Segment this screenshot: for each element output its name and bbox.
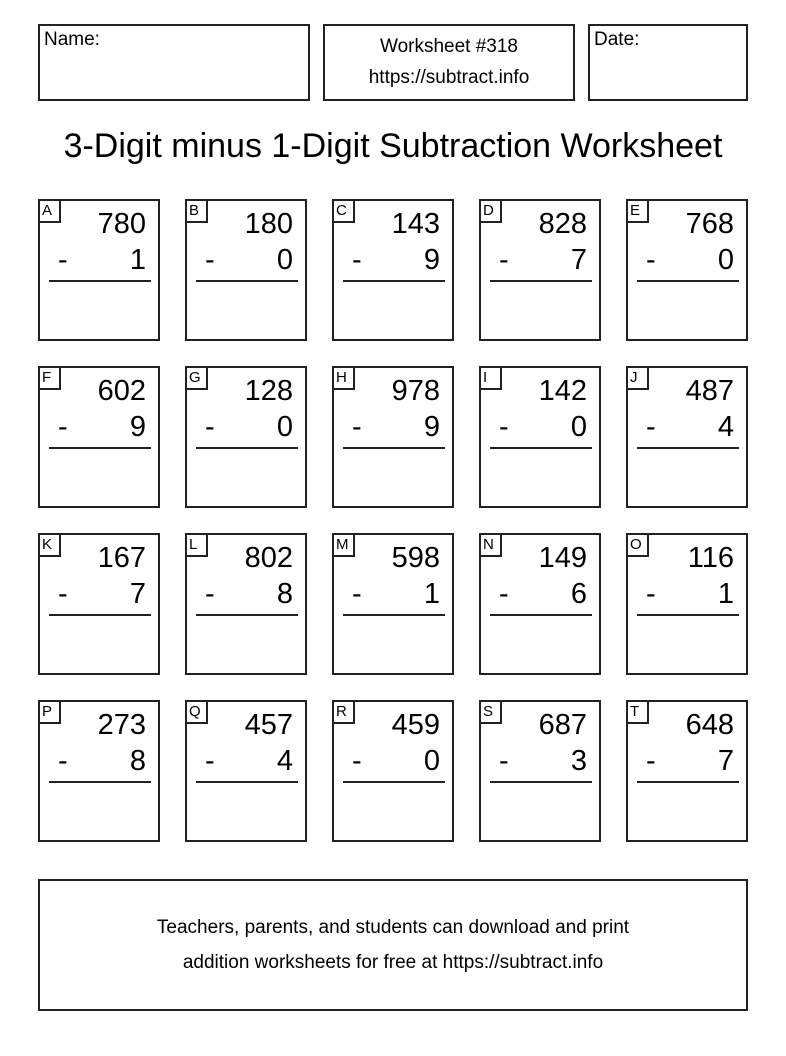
problem-card	[38, 366, 160, 508]
problem-card	[332, 700, 454, 842]
answer-area[interactable]	[490, 287, 592, 335]
answer-rule	[637, 280, 739, 282]
date-field[interactable]	[588, 24, 748, 101]
subtrahend: 0	[276, 244, 293, 276]
problem-card	[185, 366, 307, 508]
answer-rule	[196, 781, 298, 783]
subtrahend: 0	[276, 411, 293, 443]
problem-card	[332, 366, 454, 508]
answer-area[interactable]	[637, 287, 739, 335]
answer-rule	[343, 614, 445, 616]
subtrahend: 0	[717, 244, 734, 276]
problem-letter: Q	[187, 702, 208, 724]
answer-area[interactable]	[196, 454, 298, 502]
minuend: 459	[391, 709, 440, 741]
minuend: 780	[97, 208, 146, 240]
minus-sign: -	[352, 244, 362, 276]
answer-area[interactable]	[49, 287, 151, 335]
subtrahend: 4	[717, 411, 734, 443]
minus-sign: -	[499, 411, 509, 443]
minus-sign: -	[352, 411, 362, 443]
problem-letter: P	[40, 702, 61, 724]
answer-rule	[490, 781, 592, 783]
subtrahend: 7	[570, 244, 587, 276]
footer-line-1: Teachers, parents, and students can download and print	[156, 917, 630, 938]
minus-sign: -	[499, 745, 509, 777]
answer-rule	[49, 781, 151, 783]
problem-card	[626, 366, 748, 508]
problem-letter: A	[40, 201, 61, 223]
problem-letter: F	[40, 368, 61, 390]
answer-rule	[637, 614, 739, 616]
minus-sign: -	[58, 244, 68, 276]
problem-letter: E	[628, 201, 649, 223]
minus-sign: -	[499, 578, 509, 610]
problem-card	[479, 700, 601, 842]
problem-card	[479, 533, 601, 675]
problem-card	[332, 199, 454, 341]
problem-card	[626, 533, 748, 675]
answer-rule	[196, 447, 298, 449]
subtrahend: 0	[423, 745, 440, 777]
minus-sign: -	[352, 578, 362, 610]
worksheet-info-box	[323, 24, 575, 101]
problem-letter: N	[481, 535, 502, 557]
footer-box	[38, 879, 748, 1011]
subtrahend: 1	[129, 244, 146, 276]
answer-rule	[490, 447, 592, 449]
problem-card	[332, 533, 454, 675]
answer-area[interactable]	[490, 621, 592, 669]
minuend: 602	[97, 375, 146, 407]
problem-letter: O	[628, 535, 649, 557]
problem-card	[479, 366, 601, 508]
minus-sign: -	[58, 411, 68, 443]
problem-letter: T	[628, 702, 649, 724]
minuend: 828	[538, 208, 587, 240]
problem-card	[185, 533, 307, 675]
problem-card	[38, 700, 160, 842]
minus-sign: -	[646, 578, 656, 610]
minus-sign: -	[499, 244, 509, 276]
minus-sign: -	[205, 244, 215, 276]
answer-area[interactable]	[490, 788, 592, 836]
subtrahend: 4	[276, 745, 293, 777]
subtrahend: 1	[423, 578, 440, 610]
problem-letter: H	[334, 368, 355, 390]
minuend: 142	[538, 375, 587, 407]
subtrahend: 9	[423, 411, 440, 443]
problem-letter: D	[481, 201, 502, 223]
subtrahend: 8	[129, 745, 146, 777]
answer-rule	[343, 781, 445, 783]
answer-area[interactable]	[637, 454, 739, 502]
footer-line-2: addition worksheets for free at https://subtract.info	[182, 952, 604, 973]
minus-sign: -	[205, 745, 215, 777]
problem-card	[185, 199, 307, 341]
answer-area[interactable]	[343, 454, 445, 502]
minuend: 273	[97, 709, 146, 741]
worksheet-url: https://subtract.info	[368, 67, 530, 88]
minus-sign: -	[205, 578, 215, 610]
answer-rule	[490, 614, 592, 616]
problem-letter: G	[187, 368, 208, 390]
answer-rule	[196, 280, 298, 282]
minuend: 180	[244, 208, 293, 240]
answer-rule	[196, 614, 298, 616]
answer-rule	[49, 614, 151, 616]
subtrahend: 7	[717, 745, 734, 777]
minus-sign: -	[646, 411, 656, 443]
subtrahend: 9	[423, 244, 440, 276]
answer-rule	[637, 781, 739, 783]
answer-area[interactable]	[49, 788, 151, 836]
problem-letter: R	[334, 702, 355, 724]
minuend: 143	[391, 208, 440, 240]
problem-letter: J	[628, 368, 649, 390]
minus-sign: -	[352, 745, 362, 777]
minus-sign: -	[646, 244, 656, 276]
answer-area[interactable]	[637, 788, 739, 836]
answer-area[interactable]	[49, 454, 151, 502]
minus-sign: -	[58, 578, 68, 610]
answer-area[interactable]	[343, 287, 445, 335]
problem-letter: K	[40, 535, 61, 557]
problem-card	[479, 199, 601, 341]
subtrahend: 8	[276, 578, 293, 610]
name-field[interactable]	[38, 24, 310, 101]
minus-sign: -	[646, 745, 656, 777]
problem-card	[626, 700, 748, 842]
minuend: 167	[97, 542, 146, 574]
problem-letter: M	[334, 535, 355, 557]
minuend: 149	[538, 542, 587, 574]
problem-letter: B	[187, 201, 208, 223]
subtrahend: 0	[570, 411, 587, 443]
answer-rule	[637, 447, 739, 449]
minuend: 687	[538, 709, 587, 741]
minuend: 116	[687, 542, 734, 574]
minuend: 768	[685, 208, 734, 240]
minuend: 648	[685, 709, 734, 741]
answer-area[interactable]	[490, 454, 592, 502]
minus-sign: -	[205, 411, 215, 443]
subtrahend: 7	[129, 578, 146, 610]
answer-rule	[490, 280, 592, 282]
worksheet-number: Worksheet #318	[379, 36, 518, 57]
problem-card	[38, 199, 160, 341]
answer-area[interactable]	[196, 287, 298, 335]
minuend: 457	[244, 709, 293, 741]
problem-card	[185, 700, 307, 842]
minuend: 802	[244, 542, 293, 574]
problem-card	[626, 199, 748, 341]
answer-area[interactable]	[196, 621, 298, 669]
minuend: 487	[685, 375, 734, 407]
answer-rule	[343, 447, 445, 449]
answer-area[interactable]	[637, 621, 739, 669]
minuend: 128	[244, 375, 293, 407]
subtrahend: 3	[570, 745, 587, 777]
subtrahend: 6	[570, 578, 587, 610]
answer-area[interactable]	[343, 788, 445, 836]
page-title: 3-Digit minus 1-Digit Subtraction Worksheet	[63, 127, 723, 165]
minuend: 978	[391, 375, 440, 407]
subtrahend: 1	[717, 578, 734, 610]
answer-area[interactable]	[196, 788, 298, 836]
problem-letter: C	[334, 201, 355, 223]
problem-card	[38, 533, 160, 675]
answer-rule	[49, 280, 151, 282]
name-label: Name:	[44, 29, 100, 50]
minus-sign: -	[58, 745, 68, 777]
answer-rule	[343, 280, 445, 282]
problem-letter: S	[481, 702, 502, 724]
problem-letter: L	[187, 535, 208, 557]
date-label: Date:	[594, 29, 640, 50]
answer-rule	[49, 447, 151, 449]
subtrahend: 9	[129, 411, 146, 443]
problem-letter: I	[481, 368, 502, 390]
answer-area[interactable]	[343, 621, 445, 669]
minuend: 598	[391, 542, 440, 574]
answer-area[interactable]	[49, 621, 151, 669]
